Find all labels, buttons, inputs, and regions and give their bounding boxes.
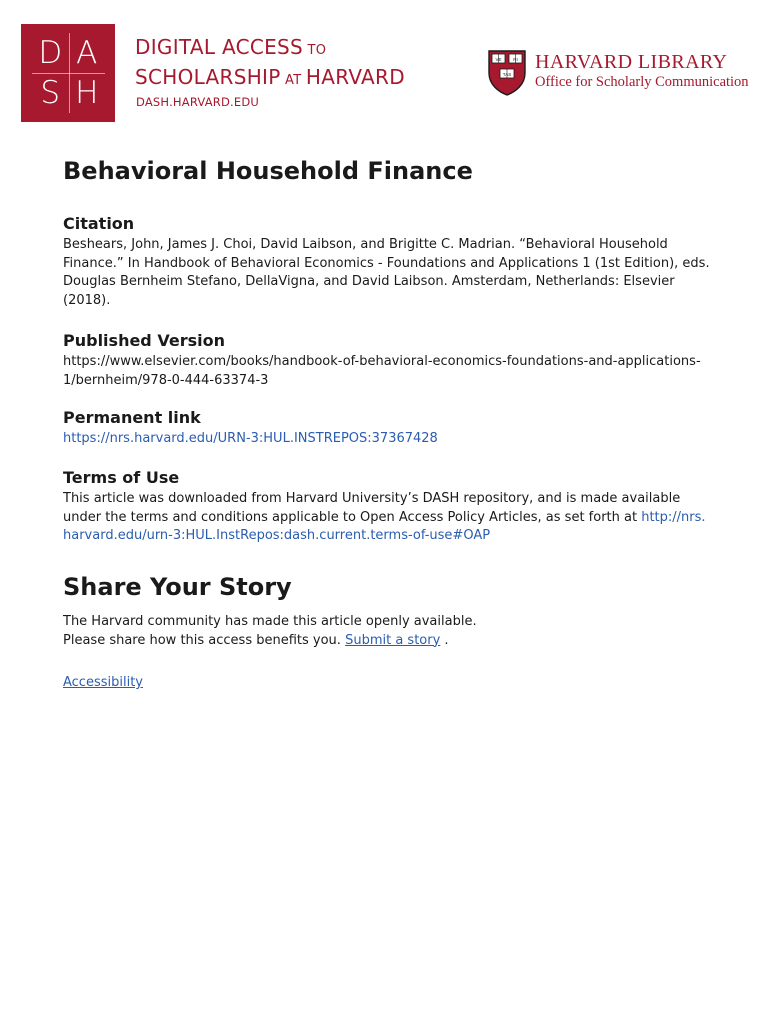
dash-title-line2-end: HARVARD: [305, 65, 405, 89]
dash-title-line-2: [135, 64, 405, 94]
terms-of-use-section: [63, 467, 713, 546]
share-story-prompt: Please share how this access benefits you.: [63, 632, 346, 648]
published-version-section: [63, 330, 713, 390]
dash-title: [135, 34, 405, 94]
shield-text-tas: TAS: [502, 72, 512, 77]
accessibility-link[interactable]: Accessibility: [63, 675, 143, 690]
share-story-heading: Share Your Story: [63, 573, 292, 601]
logo-letter-d: D: [38, 34, 63, 71]
citation-text: Beshears, John, James J. Choi, David Laibson, and Brigitte C. Madrian. “Behavioral Household Finance.” In Handbook of Behavioral Economics - Foundations and Applications 1 (1st Edition), eds. Douglas Bernheim Stefano, DellaVigna, and David Laibson. Amsterdam, Netherlands: Elsevier (2018).: [63, 237, 710, 308]
terms-of-use-link[interactable]: http://nrs.harvard.edu/urn-3:HUL.InstRepos:dash.current.terms-of-use#OAP: [63, 509, 706, 543]
permanent-link-heading: Permanent link: [63, 408, 201, 427]
terms-of-use-text: This article was downloaded from Harvard University’s DASH repository, and is made available under the terms and conditions applicable to Open Access Policy Articles, as set forth at: [63, 491, 681, 525]
permanent-link[interactable]: https://nrs.harvard.edu/URN-3:HUL.INSTREPOS:37367428: [63, 431, 438, 446]
dash-url: DASH.HARVARD.EDU: [136, 95, 260, 109]
logo-letter-a: A: [76, 34, 98, 71]
dash-title-line2-main: SCHOLARSHIP: [135, 65, 281, 89]
dash-title-line1-small: TO: [303, 43, 327, 58]
harvard-shield-icon: [487, 49, 527, 96]
shield-text-ve: VE: [495, 57, 502, 62]
logo-letter-h: H: [75, 74, 99, 111]
dash-title-line2-small: AT: [280, 73, 306, 88]
terms-of-use-heading: Terms of Use: [63, 468, 180, 487]
harvard-library-name: HARVARD LIBRARY: [535, 51, 728, 73]
share-story-line-1: The Harvard community has made this article openly available.: [63, 614, 477, 629]
accessibility-container: [63, 675, 143, 690]
logo-letter-s: S: [40, 74, 61, 111]
share-story-line-2: [63, 632, 713, 651]
dash-title-line-1: [135, 34, 405, 64]
dash-logo: [21, 24, 115, 122]
harvard-library-office: Office for Scholarly Communication: [535, 74, 749, 90]
share-story-section: [63, 570, 713, 650]
published-version-heading: Published Version: [63, 331, 225, 350]
terms-of-use-paragraph: [63, 490, 713, 546]
dash-title-line1-main: DIGITAL ACCESS: [135, 35, 304, 59]
citation-heading: Citation: [63, 214, 135, 233]
published-version-text: https://www.elsevier.com/books/handbook-of-behavioral-economics-foundations-and-applications-1/bernheim/978-0-444-63374-3: [63, 354, 701, 388]
shield-text-ri: RI: [513, 57, 518, 62]
permanent-link-section: [63, 407, 713, 449]
submit-story-link[interactable]: Submit a story: [345, 632, 441, 648]
citation-section: [63, 213, 713, 310]
document-title: Behavioral Household Finance: [63, 157, 473, 185]
share-story-suffix: .: [440, 632, 449, 648]
document-header: [63, 154, 713, 188]
